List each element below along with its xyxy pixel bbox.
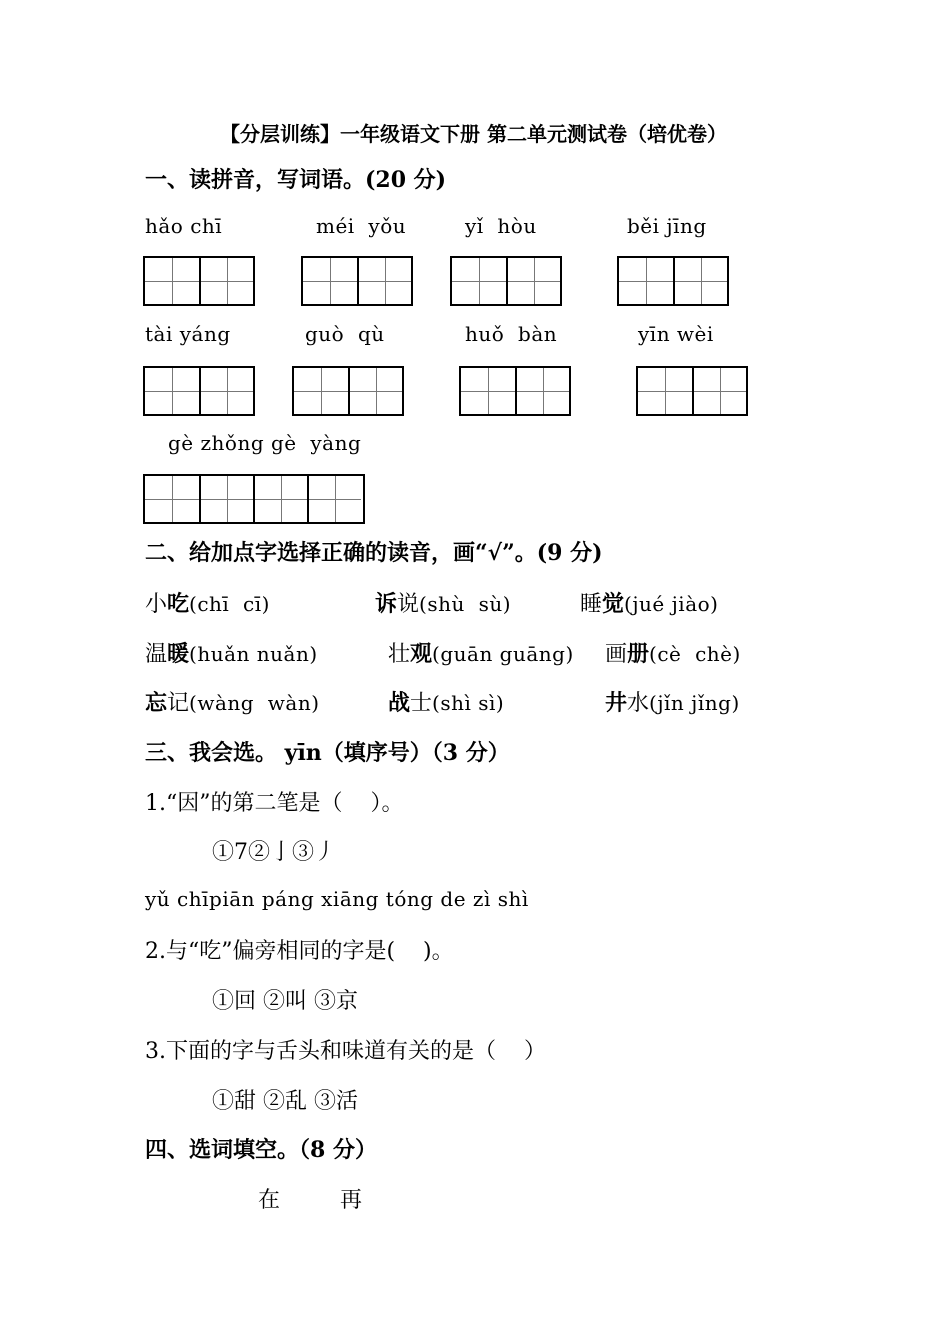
reading-item: 小吃(chī cī)	[145, 591, 270, 617]
section1-heading: 一、读拼音，写词语。(20 分)	[145, 167, 447, 193]
reading-item: 战士(shì sì)	[388, 690, 505, 716]
question-2-options: ①回 ②叫 ③京	[212, 989, 358, 1014]
pinyin-5: tài yáng	[145, 322, 231, 346]
reading-item: 诉说(shù sù)	[375, 591, 512, 617]
question-3: 3.下面的字与舌头和味道有关的是（ ）	[145, 1039, 546, 1064]
writing-grid[interactable]	[617, 256, 729, 306]
reading-item: 睡觉(jué jiào)	[580, 591, 719, 617]
question-1-options: ①7②亅③丿	[212, 840, 336, 865]
reading-item: 井水(jǐn jǐng)	[605, 690, 740, 716]
question-2: 2.与“吃”偏旁相同的字是( )。	[145, 939, 454, 964]
pinyin-3: yǐ hòu	[465, 214, 537, 238]
word-choice: 再	[340, 1188, 363, 1213]
writing-grid[interactable]	[636, 366, 748, 416]
writing-grid[interactable]	[143, 256, 255, 306]
reading-item: 壮观(guān guāng)	[388, 641, 574, 667]
question-3-options: ①甜 ②乱 ③活	[212, 1089, 358, 1114]
pinyin-2: méi yǒu	[316, 214, 407, 238]
pinyin-4: běi jīng	[627, 214, 707, 238]
question-1: 1.“因”的第二笔是（ ）。	[145, 791, 404, 816]
writing-grid[interactable]	[292, 366, 404, 416]
question-2-pinyin: yǔ chīpiān páng xiāng tóng de zì shì	[145, 887, 529, 911]
section3-heading: 三、我会选。 yīn（填序号）（3 分）	[145, 740, 510, 766]
pinyin-1: hǎo chī	[145, 214, 223, 238]
writing-grid[interactable]	[143, 366, 255, 416]
reading-item: 画册(cè chè)	[605, 641, 741, 667]
pinyin-6: guò qù	[305, 322, 385, 346]
pinyin-8: yīn wèi	[638, 322, 714, 346]
section4-heading: 四、选词填空。（8 分）	[145, 1137, 377, 1163]
page-title: 【分层训练】一年级语文下册 第二单元测试卷（培优卷）	[220, 122, 727, 146]
section2-heading: 二、给加点字选择正确的读音，画“√”。(9 分)	[145, 540, 603, 566]
writing-grid[interactable]	[143, 474, 365, 524]
pinyin-7: huǒ bàn	[465, 322, 558, 346]
word-choice: 在	[258, 1188, 281, 1213]
writing-grid[interactable]	[459, 366, 571, 416]
pinyin-9: gè zhǒng gè yàng	[168, 431, 362, 455]
writing-grid[interactable]	[301, 256, 413, 306]
writing-grid[interactable]	[450, 256, 562, 306]
reading-item: 忘记(wàng wàn)	[145, 690, 320, 716]
reading-item: 温暖(huǎn nuǎn)	[145, 641, 318, 667]
